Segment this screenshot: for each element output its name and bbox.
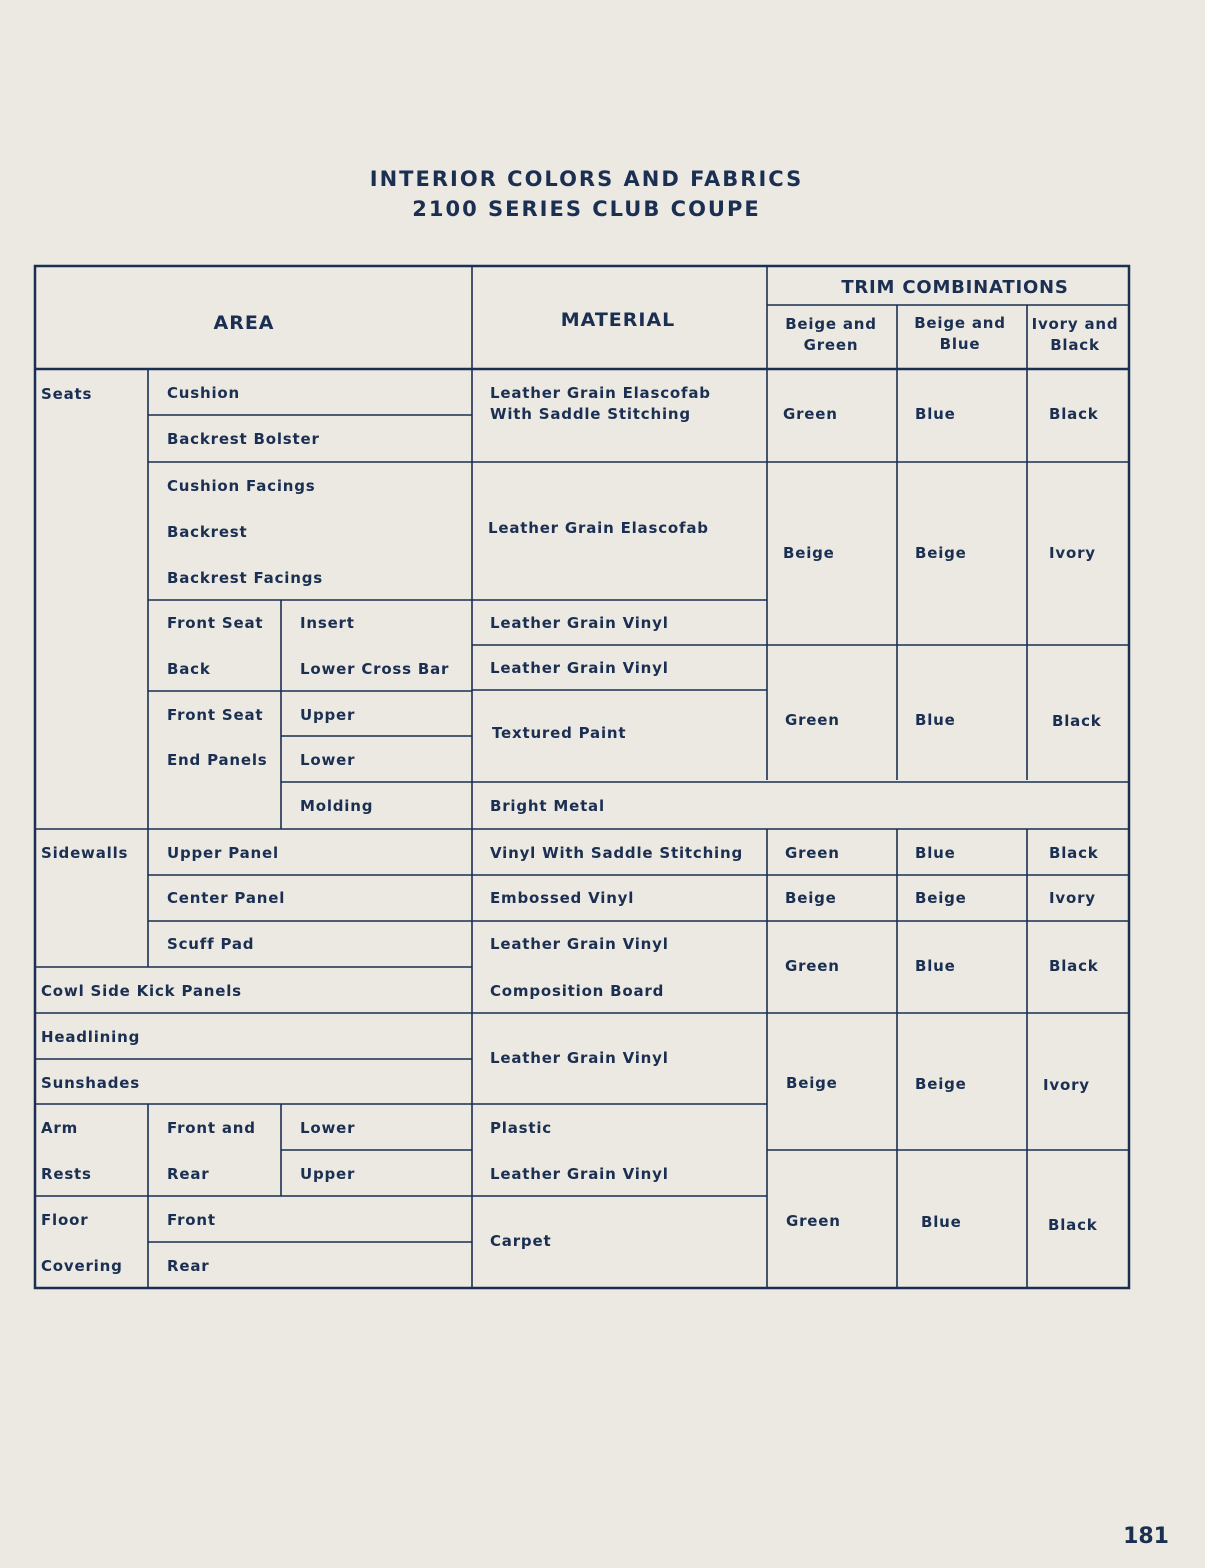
area-arm-rests-2: Rests	[41, 1165, 92, 1183]
trim-cell: Beige	[785, 889, 837, 907]
trim-cell: Black	[1049, 844, 1099, 862]
area-insert: Insert	[300, 614, 355, 632]
trim-cell: Blue	[915, 957, 956, 975]
area-floor-rear: Rear	[167, 1257, 210, 1275]
material-cross-bar: Leather Grain Vinyl	[490, 659, 669, 677]
area-scuff-pad: Scuff Pad	[167, 935, 255, 953]
area-cowl-side-kick-panels: Cowl Side Kick Panels	[41, 982, 242, 1000]
trim-cell: Green	[785, 844, 840, 862]
trim-cell: Green	[786, 1212, 841, 1230]
area-front-and-rear-1: Front and	[167, 1119, 256, 1137]
trim-cell: Beige	[783, 544, 835, 562]
trim-cell: Green	[785, 711, 840, 729]
trim-cell: Blue	[915, 844, 956, 862]
material-plastic: Plastic	[490, 1119, 552, 1137]
area-cushion: Cushion	[167, 384, 241, 402]
trim-cell: Blue	[921, 1213, 962, 1231]
area-sunshades: Sunshades	[41, 1074, 140, 1092]
area-floor-front: Front	[167, 1211, 216, 1229]
area-backrest-facings: Backrest Facings	[167, 569, 323, 587]
material-embossed-vinyl: Embossed Vinyl	[490, 889, 635, 907]
trim-cell: Black	[1052, 712, 1102, 730]
material-insert: Leather Grain Vinyl	[490, 614, 669, 632]
trim-cell: Black	[1049, 405, 1099, 423]
area-arm-lower: Lower	[300, 1119, 356, 1137]
trim-cell: Green	[785, 957, 840, 975]
trim-header-beige-green: Beige and Green	[785, 315, 877, 354]
trim-cell: Black	[1048, 1216, 1098, 1234]
area-floor-covering-1: Floor	[41, 1211, 89, 1229]
material-elascofab: Leather Grain Elascofab	[488, 519, 709, 537]
trim-cell: Ivory	[1049, 544, 1096, 562]
material-textured-paint: Textured Paint	[492, 724, 627, 742]
area-lower-cross-bar: Lower Cross Bar	[300, 660, 450, 678]
area-sidewalls: Sidewalls	[41, 844, 129, 862]
page-number: 181	[1123, 1524, 1169, 1549]
material-composition-board: Composition Board	[490, 982, 665, 1000]
area-backrest: Backrest	[167, 523, 248, 541]
area-molding: Molding	[300, 797, 374, 815]
trim-cell: Black	[1049, 957, 1099, 975]
area-upper: Upper	[300, 706, 356, 724]
trim-cell: Blue	[915, 711, 956, 729]
trim-cell: Green	[783, 405, 838, 423]
trim-cell: Beige	[915, 1075, 967, 1093]
area-front-seat-back-1: Front Seat	[167, 614, 264, 632]
area-front-seat-end-panels-1: Front Seat	[167, 706, 264, 724]
area-header: AREA	[213, 312, 275, 334]
trim-cell: Blue	[915, 405, 956, 423]
area-arm-upper: Upper	[300, 1165, 356, 1183]
area-front-seat-end-panels-2: End Panels	[167, 751, 268, 769]
trim-combinations-header: TRIM COMBINATIONS	[841, 277, 1069, 298]
material-elascofab-saddle-1: Leather Grain Elascofab	[490, 384, 711, 402]
material-scuff-pad: Leather Grain Vinyl	[490, 935, 669, 953]
trim-cell: Beige	[786, 1074, 838, 1092]
area-upper-panel: Upper Panel	[167, 844, 279, 862]
trim-cell: Ivory	[1043, 1076, 1090, 1094]
area-arm-rests-1: Arm	[41, 1119, 79, 1137]
trim-cell: Beige	[915, 889, 967, 907]
material-elascofab-saddle-2: With Saddle Stitching	[490, 405, 691, 423]
material-carpet: Carpet	[490, 1232, 552, 1250]
area-center-panel: Center Panel	[167, 889, 286, 907]
area-lower: Lower	[300, 751, 356, 769]
area-headlining: Headlining	[41, 1028, 141, 1046]
area-seats: Seats	[41, 385, 93, 403]
material-headlining: Leather Grain Vinyl	[490, 1049, 669, 1067]
page-title-line-2: 2100 SERIES CLUB COUPE	[412, 197, 761, 221]
area-cushion-facings: Cushion Facings	[167, 477, 316, 495]
material-bright-metal: Bright Metal	[490, 797, 605, 815]
material-vinyl-saddle: Vinyl With Saddle Stitching	[490, 844, 744, 862]
page-title-line-1: INTERIOR COLORS AND FABRICS	[369, 167, 804, 191]
trim-header-beige-blue: Beige and Blue	[914, 314, 1006, 353]
area-front-and-rear-2: Rear	[167, 1165, 210, 1183]
material-header: MATERIAL	[560, 309, 676, 331]
area-floor-covering-2: Covering	[41, 1257, 123, 1275]
area-front-seat-back-2: Back	[167, 660, 211, 678]
trim-header-ivory-black: Ivory and Black	[1031, 315, 1119, 354]
trim-cell: Ivory	[1049, 889, 1096, 907]
trim-cell: Beige	[915, 544, 967, 562]
area-backrest-bolster: Backrest Bolster	[167, 430, 320, 448]
material-arm-upper: Leather Grain Vinyl	[490, 1165, 669, 1183]
